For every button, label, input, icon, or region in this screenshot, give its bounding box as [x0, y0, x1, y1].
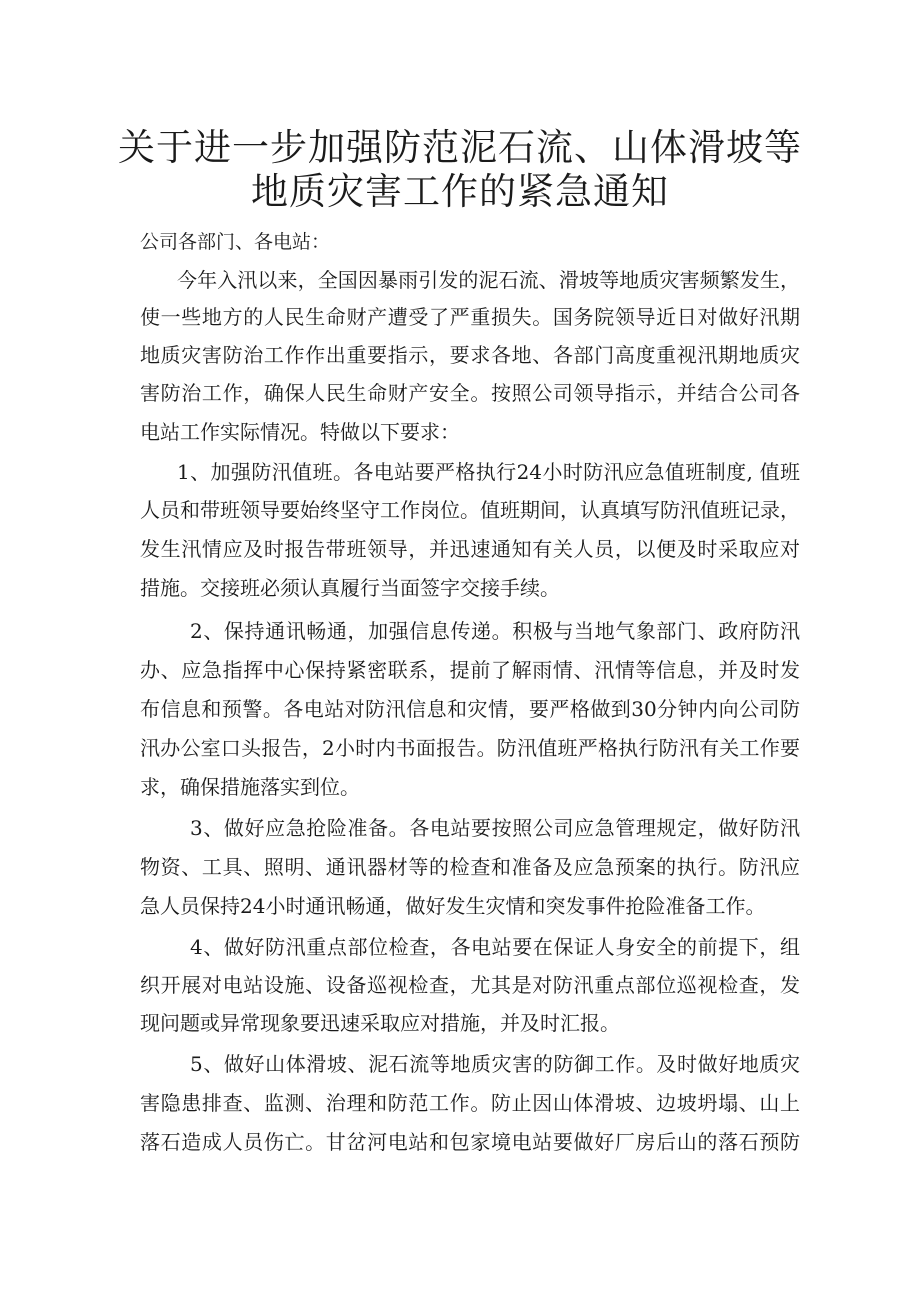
body-line: 使一些地方的人民生命财产遭受了严重损失。国务院领导近日对做好汛期: [140, 305, 800, 329]
body-line: 地质灾害防治工作作出重要指示，要求各地、各部门高度重视汛期地质灾: [140, 343, 800, 367]
body-line: 落石造成人员伤亡。甘岔河电站和包家境电站要做好厂房后山的落石预防: [140, 1130, 800, 1154]
body-line: 急人员保持24小时通讯畅通，做好发生灾情和突发事件抢险准备工作。: [140, 894, 766, 918]
salutation: 公司各部门、各电站：: [140, 231, 331, 253]
body-line: 发生汛情应及时报告带班领导，并迅速通知有关人员，以便及时采取应对: [140, 537, 800, 561]
body-line: 现问题或异常现象要迅速采取应对措施，并及时汇报。: [140, 1011, 620, 1035]
document-title-line-1: 关于进一步加强防范泥石流、山体滑坡等: [118, 126, 802, 169]
body-line: 4、做好防汛重点部位检查，各电站要在保证人身安全的前提下，组: [190, 935, 800, 959]
body-line: 5、做好山体滑坡、泥石流等地质灾害的防御工作。及时做好地质灾: [190, 1052, 800, 1076]
body-line: 织开展对电站设施、设备巡视检查，尤其是对防汛重点部位巡视检查，发: [140, 973, 800, 997]
body-line: 办、应急指挥中心保持紧密联系，提前了解雨情、汛情等信息，并及时发: [140, 658, 800, 682]
body-line: 求，确保措施落实到位。: [140, 775, 360, 799]
body-line: 人员和带班领导要始终坚守工作岗位。值班期间，认真填写防汛值班记录，: [140, 498, 800, 522]
body-line: 措施。交接班必须认真履行当面签字交接手续。: [140, 576, 560, 600]
body-line: 今年入汛以来，全国因暴雨引发的泥石流、滑坡等地质灾害频繁发生，: [177, 268, 800, 292]
body-line: 1、加强防汛值班。各电站要严格执行24小时防汛应急值班制度, 值班: [177, 460, 800, 484]
body-line: 害隐患排查、监测、治理和防范工作。防止因山体滑坡、边坡坍塌、山上: [140, 1091, 800, 1115]
body-line: 3、做好应急抢险准备。各电站要按照公司应急管理规定，做好防汛: [190, 816, 800, 840]
body-line: 布信息和预警。各电站对防汛信息和灾情，要严格做到30分钟内向公司防: [140, 697, 800, 721]
body-line: 2、保持通讯畅通，加强信息传递。积极与当地气象部门、政府防汛: [190, 619, 800, 643]
document-title-line-2: 地质灾害工作的紧急通知: [251, 170, 669, 213]
body-line: 害防治工作，确保人民生命财产安全。按照公司领导指示，并结合公司各: [140, 381, 800, 405]
body-line: 物资、工具、照明、通讯器材等的检查和准备及应急预案的执行。防汛应: [140, 855, 800, 879]
body-line: 汛办公室口头报告，2小时内书面报告。防汛值班严格执行防汛有关工作要: [140, 736, 800, 760]
body-line: 电站工作实际情况。特做以下要求：: [140, 420, 460, 444]
